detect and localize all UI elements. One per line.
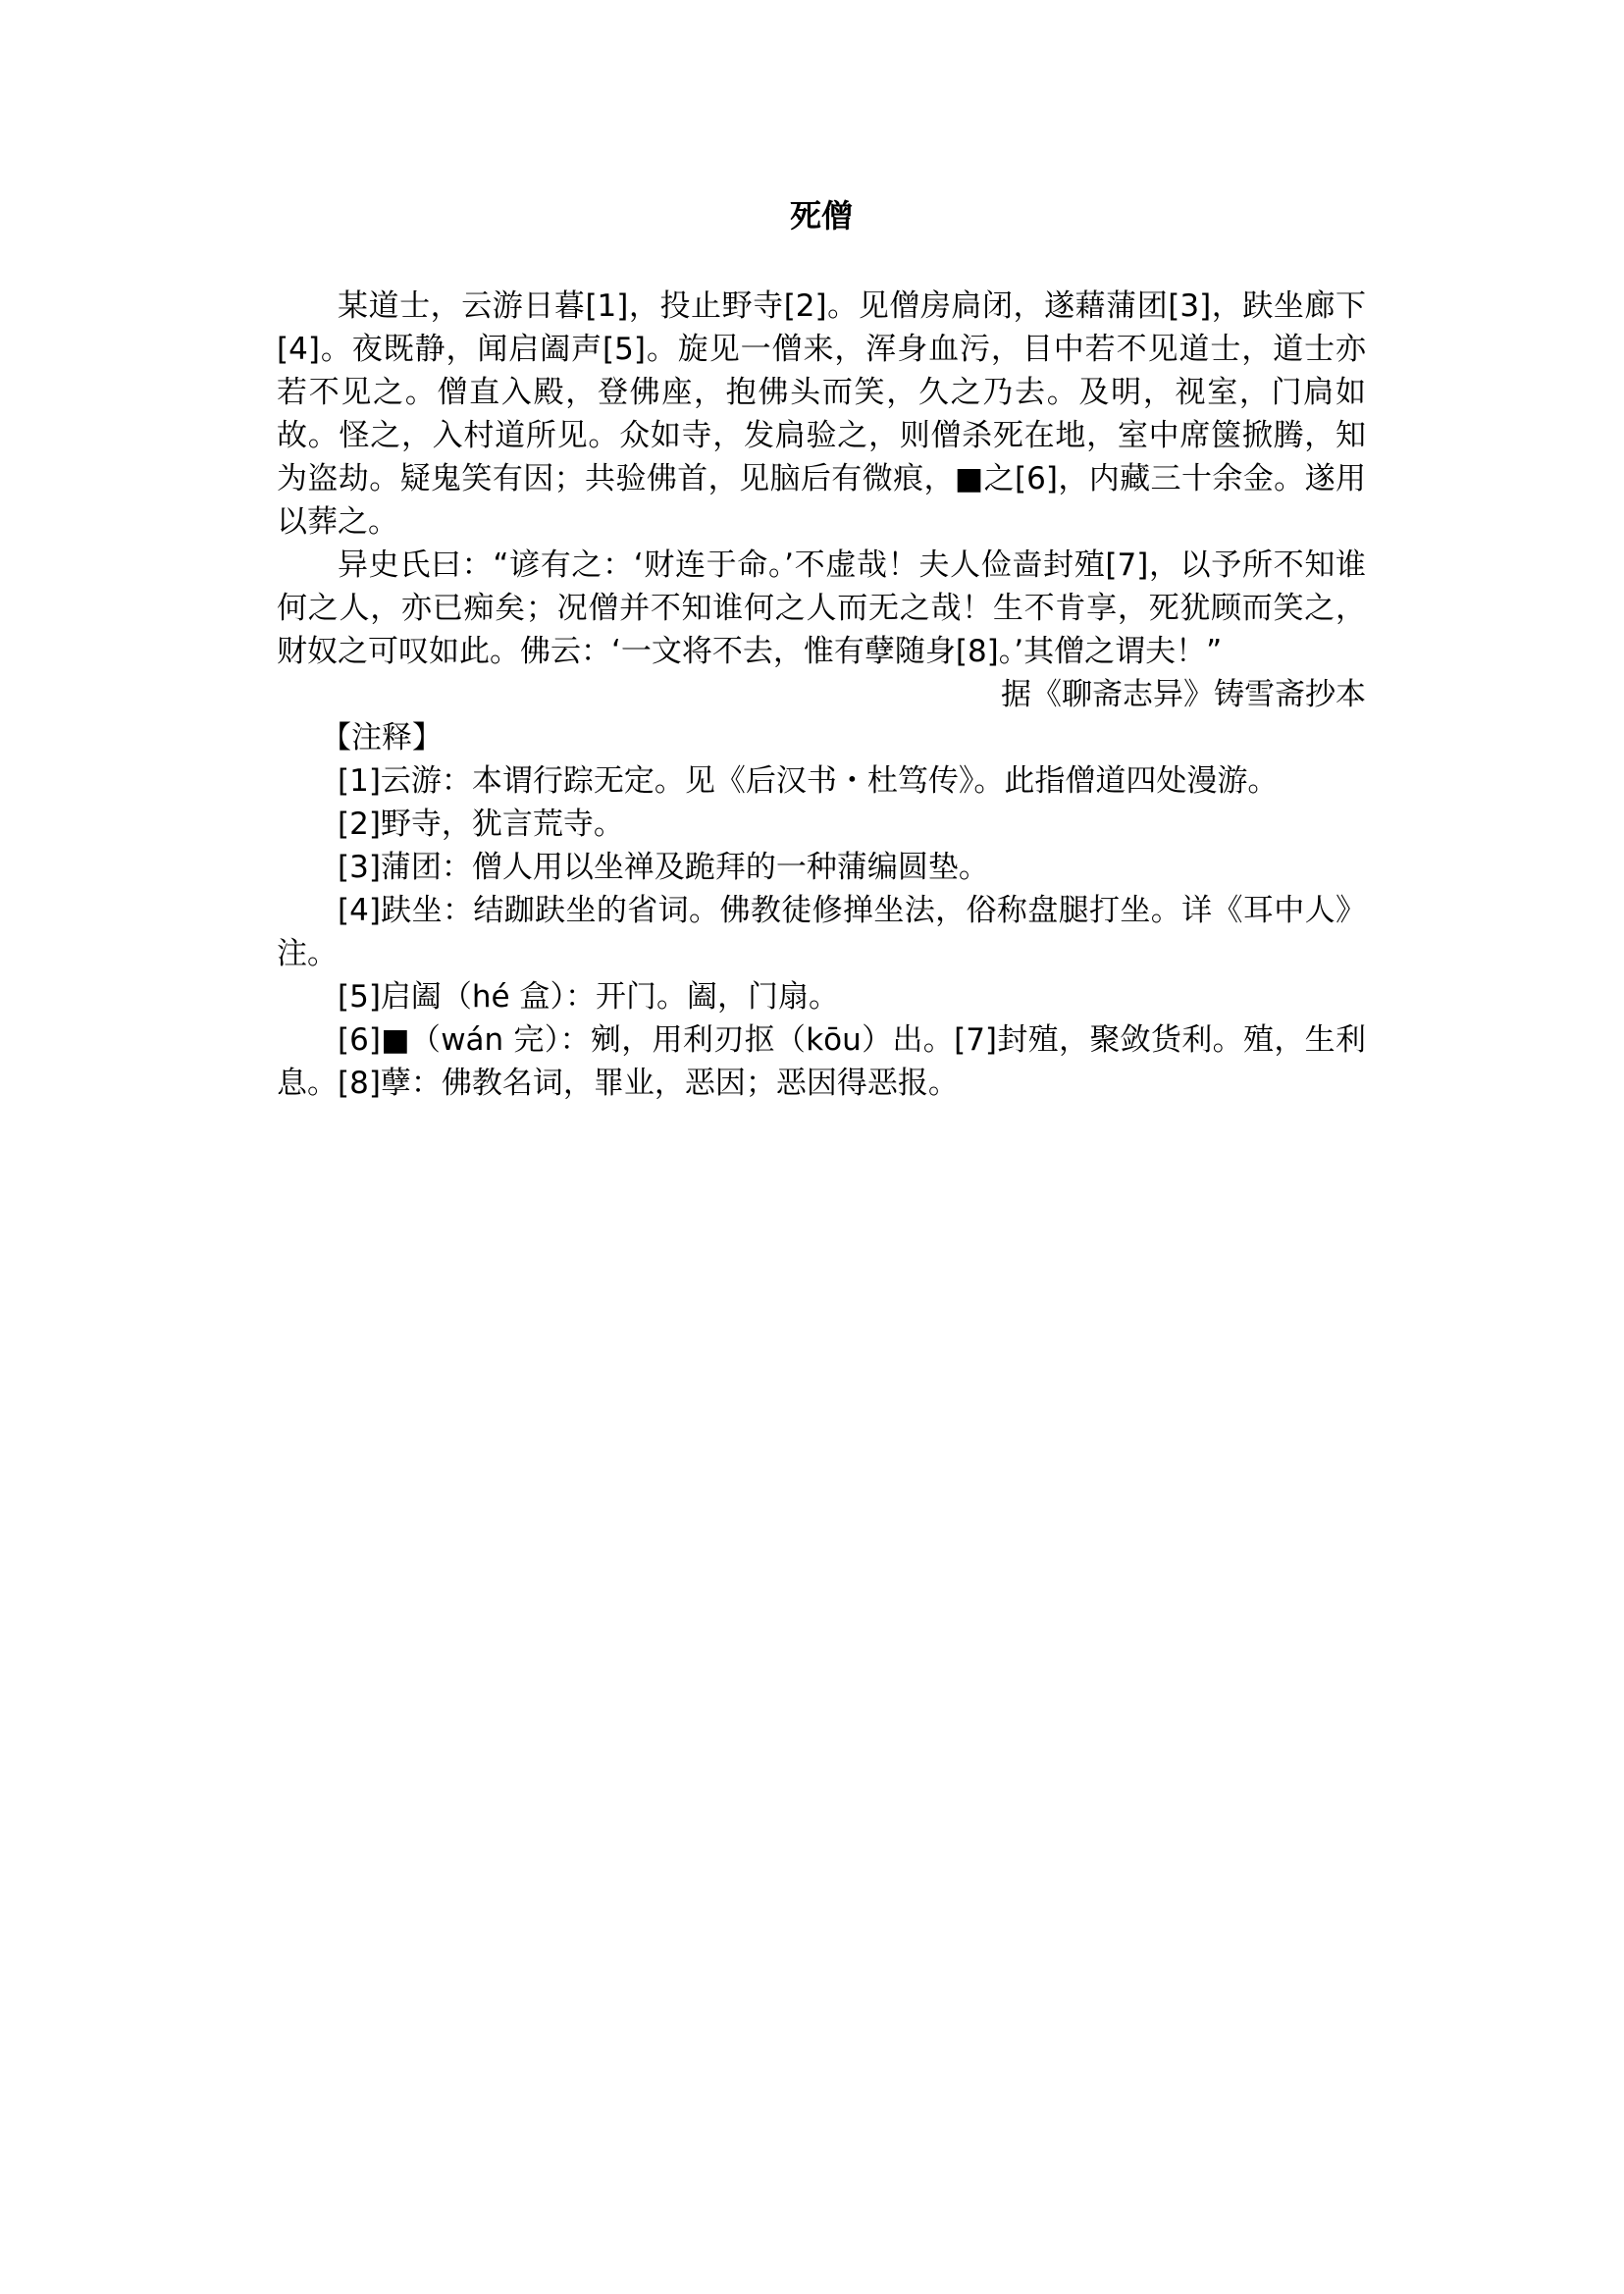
- note-item: [5]启阖（hé 盒）：开门。阖，门扇。: [338, 979, 839, 1015]
- note-item: [3]蒲团：僧人用以坐禅及跪拜的一种蒲编圆垫。: [338, 850, 989, 885]
- note-item: [6]■（wán 完）：剜，用利刃抠（kōu）出。[7]封殖，聚敛货利。殖，生利息。[8]孽：佛教名词，罪业，恶因；恶因得恶报。: [277, 1022, 1366, 1101]
- document-page: [277, 196, 1366, 1105]
- notes-heading: 【注释】: [321, 720, 443, 756]
- source-citation: 据《聊斋志异》铸雪斋抄本: [1001, 677, 1366, 712]
- note-item: [2]野寺，犹言荒寺。: [338, 807, 624, 842]
- document-title: 死僧: [789, 197, 853, 235]
- note-item: [1]云游：本谓行踪无定。见《后汉书・杜笃传》。此指僧道四处漫游。: [338, 763, 1279, 799]
- commentary-paragraph: 异史氏曰：“谚有之：‘财连于命。’不虚哉！夫人俭啬封殖[7]，以予所不知谁何之人，亦已痴矣；况僧并不知谁何之人而无之哉！生不肯享，死犹顾而笑之，财奴之可叹如此。佛云：‘一文将不去，惟有孽随身[8]。’其僧之谓夫！”: [277, 547, 1366, 669]
- note-item: [4]趺坐：结跏趺坐的省词。佛教徒修掸坐法，俗称盘腿打坐。详《耳中人》注。: [277, 893, 1366, 971]
- story-paragraph: 某道士，云游日暮[1]，投止野寺[2]。见僧房扃闭，遂藉蒲团[3]，趺坐廊下[4]。夜既静，闻启阖声[5]。旋见一僧来，浑身血污，目中若不见道士，道士亦若不见之。僧直入殿，登佛座，抱佛头而笑，久之乃去。及明，视室，门扃如故。怪之，入村道所见。众如寺，发扃验之，则僧杀死在地，室中席箧掀腾，知为盗劫。疑鬼笑有因；共验佛首，见脑后有微痕，■之[6]，内藏三十余金。遂用以葬之。: [277, 288, 1366, 540]
